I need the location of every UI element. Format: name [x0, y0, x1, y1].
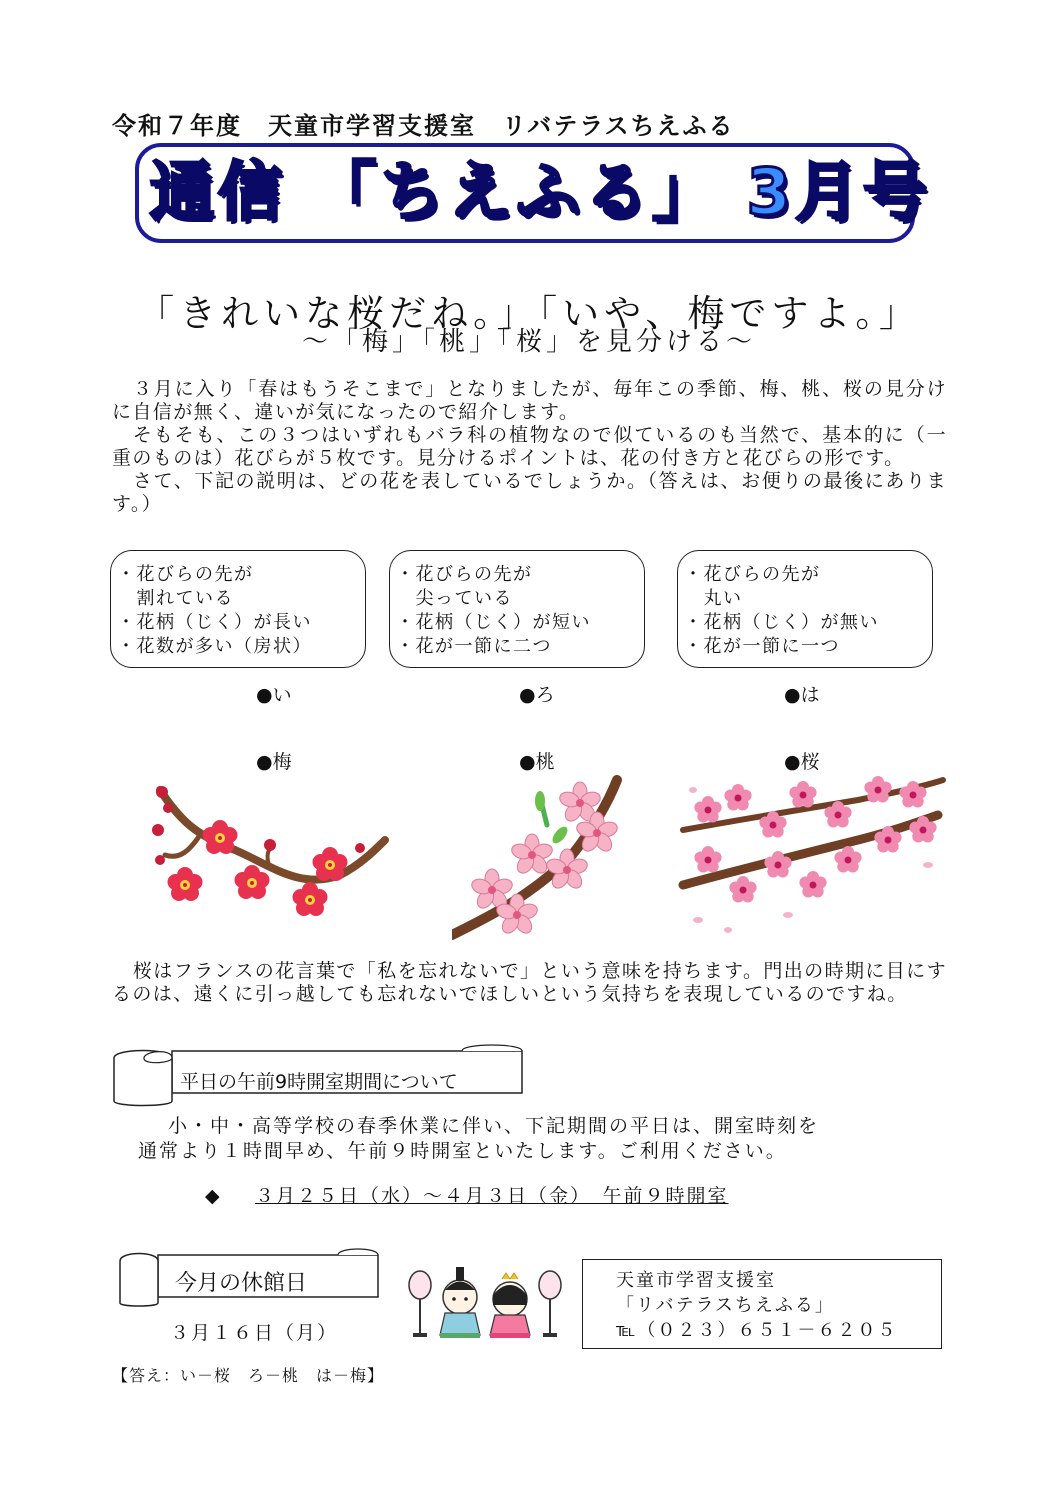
quiz-line: 尖っている [396, 588, 513, 609]
lantern-icon [409, 1271, 431, 1337]
notice-body-line1: 小・中・高等学校の春季休業に伴い、下記期間の平日は、開室時刻を [168, 1115, 820, 1137]
newsletter-title: 通信 「ちえふる」 3月号 [150, 156, 932, 230]
article-headline: 「きれいな桜だね。」「いや、梅ですよ。」 [137, 292, 921, 335]
closing-text [112, 960, 947, 1006]
quiz-line: ・花柄（じく）が長い [117, 612, 312, 633]
plum-blossom-illustration [140, 780, 390, 930]
closed-day-date: ３月１６日（月） [170, 1322, 339, 1344]
intro-paragraph: さて、下記の説明は、どの花を表しているでしょうか。（答えは、お便りの最後にあります。） [112, 470, 947, 515]
quiz-line: ・花びらの先が [117, 564, 254, 585]
lantern-icon [539, 1271, 561, 1337]
contact-phone: ℡（０２３）６５１－６２０５ [616, 1320, 898, 1341]
flower-label-cherry: ●桜 [784, 751, 820, 773]
quiz-box-ro [389, 550, 645, 668]
intro-paragraph: ３月に入り「春はもうそこまで」となりましたが、毎年この季節、梅、桃、桜の見分けに自信が無く、違いが気になったので紹介します。 [112, 378, 947, 423]
intro-text [112, 378, 947, 516]
quiz-line: 割れている [117, 588, 234, 609]
contact-box [582, 1259, 942, 1349]
notice-period: ３月２５日（水）～４月３日（金） 午前９時開室 [255, 1185, 729, 1207]
notice-title: 平日の午前9時開室期間について [180, 1071, 458, 1093]
contact-org: 天童市学習支援室 [616, 1270, 776, 1291]
quiz-box-ha [677, 550, 933, 668]
hina-dolls-illustration [405, 1255, 565, 1340]
flower-label-plum: ●梅 [256, 751, 292, 773]
quiz-line: ・花びらの先が [684, 564, 821, 585]
quiz-line: ・花が一節に二つ [396, 636, 552, 657]
quiz-line: ・花びらの先が [396, 564, 533, 585]
quiz-answer: 【答え：い－桜 ろ－桃 は－梅】 [112, 1366, 385, 1385]
quiz-line: ・花柄（じく）が無い [684, 612, 879, 633]
intro-paragraph: そもそも、この３つはいずれもバラ科の植物なので似ているのも当然で、基本的に（一重のものは）花びらが５枚です。見分けるポイントは、花の付き方と花びらの形です。 [112, 424, 947, 469]
quiz-line: 丸い [684, 588, 743, 609]
flower-label-peach: ●桃 [519, 751, 555, 773]
quiz-label-i: ●い [256, 684, 292, 706]
quiz-box-i [110, 550, 366, 668]
article-subheadline: ～「梅」「桃」「桜」を見分ける～ [301, 327, 756, 357]
closed-day-title: 今月の休館日 [175, 1271, 308, 1296]
cherry-blossom-illustration [678, 770, 948, 945]
closing-paragraph: 桜はフランスの花言葉で「私を忘れないで」という意味を持ちます。門出の時期に目にするのは、遠くに引っ越しても忘れないでほしいという気持ちを表現しているのですね。 [112, 960, 947, 1005]
contact-facility: 「リバテラスちえふる」 [616, 1295, 835, 1316]
diamond-bullet-icon: ◆ [205, 1185, 222, 1207]
quiz-line: ・花数が多い（房状） [117, 636, 312, 657]
peach-blossom-illustration [452, 775, 622, 945]
quiz-line: ・花が一節に一つ [684, 636, 840, 657]
organization-heading: 令和７年度 天童市学習支援室 リバテラスちえふる [112, 112, 735, 140]
quiz-label-ro: ●ろ [519, 684, 555, 706]
notice-body-line2: 通常より１時間早め、午前９時開室といたします。ご利用ください。 [138, 1140, 787, 1162]
quiz-label-ha: ●は [784, 684, 820, 706]
quiz-line: ・花柄（じく）が短い [396, 612, 591, 633]
